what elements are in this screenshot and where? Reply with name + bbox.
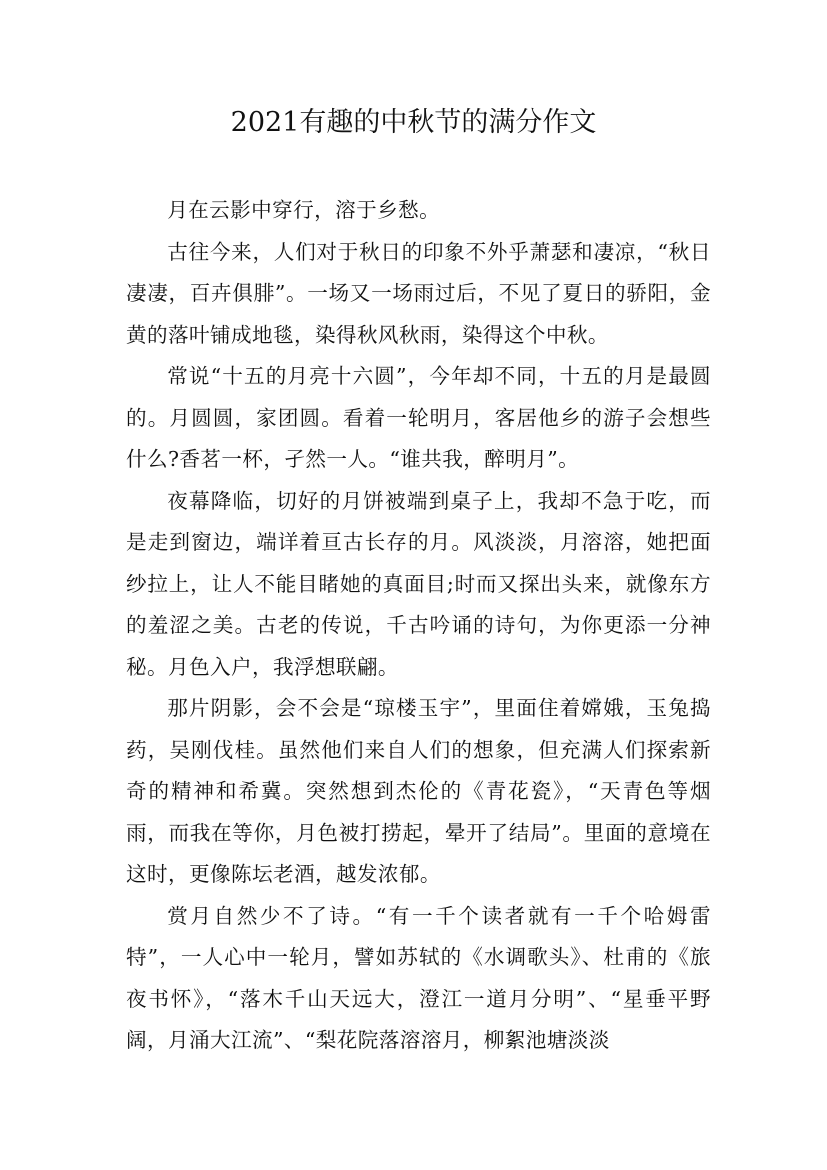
paragraph-2: 古往今来，人们对于秋日的印象不外乎萧瑟和凄凉，“秋日凄凄，百卉俱腓”。一场又一场雨过后，不见了夏日的骄阳，金黄的落叶铺成地毯，染得秋风秋雨，染得这个中秋。 [126,239,711,347]
paragraph-5: 那片阴影，会不会是“琼楼玉宇”，里面住着嫦娥，玉兔捣药，吴刚伐桂。虽然他们来自人们的想象，但充满人们探索新奇的精神和希冀。突然想到杰伦的《青花瓷》，“天青色等烟雨，而我在等你，月色被打捞起，晕开了结局”。里面的意境在这时，更像陈坛老酒，越发浓郁。 [126,696,711,886]
paragraph-6: 赏月自然少不了诗。“有一千个读者就有一千个哈姆雷特”，一人心中一轮月，譬如苏轼的《水调歌头》、杜甫的《旅夜书怀》，“落木千山天远大，澄江一道月分明”、“星垂平野阔，月涌大江流”、“梨花院落溶溶月，柳絮池塘淡淡 [126,903,711,1052]
paragraph-4: 夜幕降临，切好的月饼被端到桌子上，我却不急于吃，而是走到窗边，端详着亘古长存的月。风淡淡，月溶溶，她把面纱拉上，让人不能目睹她的真面目;时而又探出头来，就像东方的羞涩之美。古老的传说，千古吟诵的诗句，为你更添一分神秘。月色入户，我浮想联翩。 [126,488,711,679]
paragraph-3: 常说“十五的月亮十六圆”，今年却不同，十五的月是最圆的。月圆圆，家团圆。看着一轮明月，客居他乡的游子会想些什么?香茗一杯，孑然一人。“谁共我，醉明月”。 [126,364,711,471]
document-body [126,190,711,1062]
paragraph-1: 月在云影中穿行，溶于乡愁。 [167,198,441,222]
document-title: 2021有趣的中秋节的满分作文 [230,107,597,138]
